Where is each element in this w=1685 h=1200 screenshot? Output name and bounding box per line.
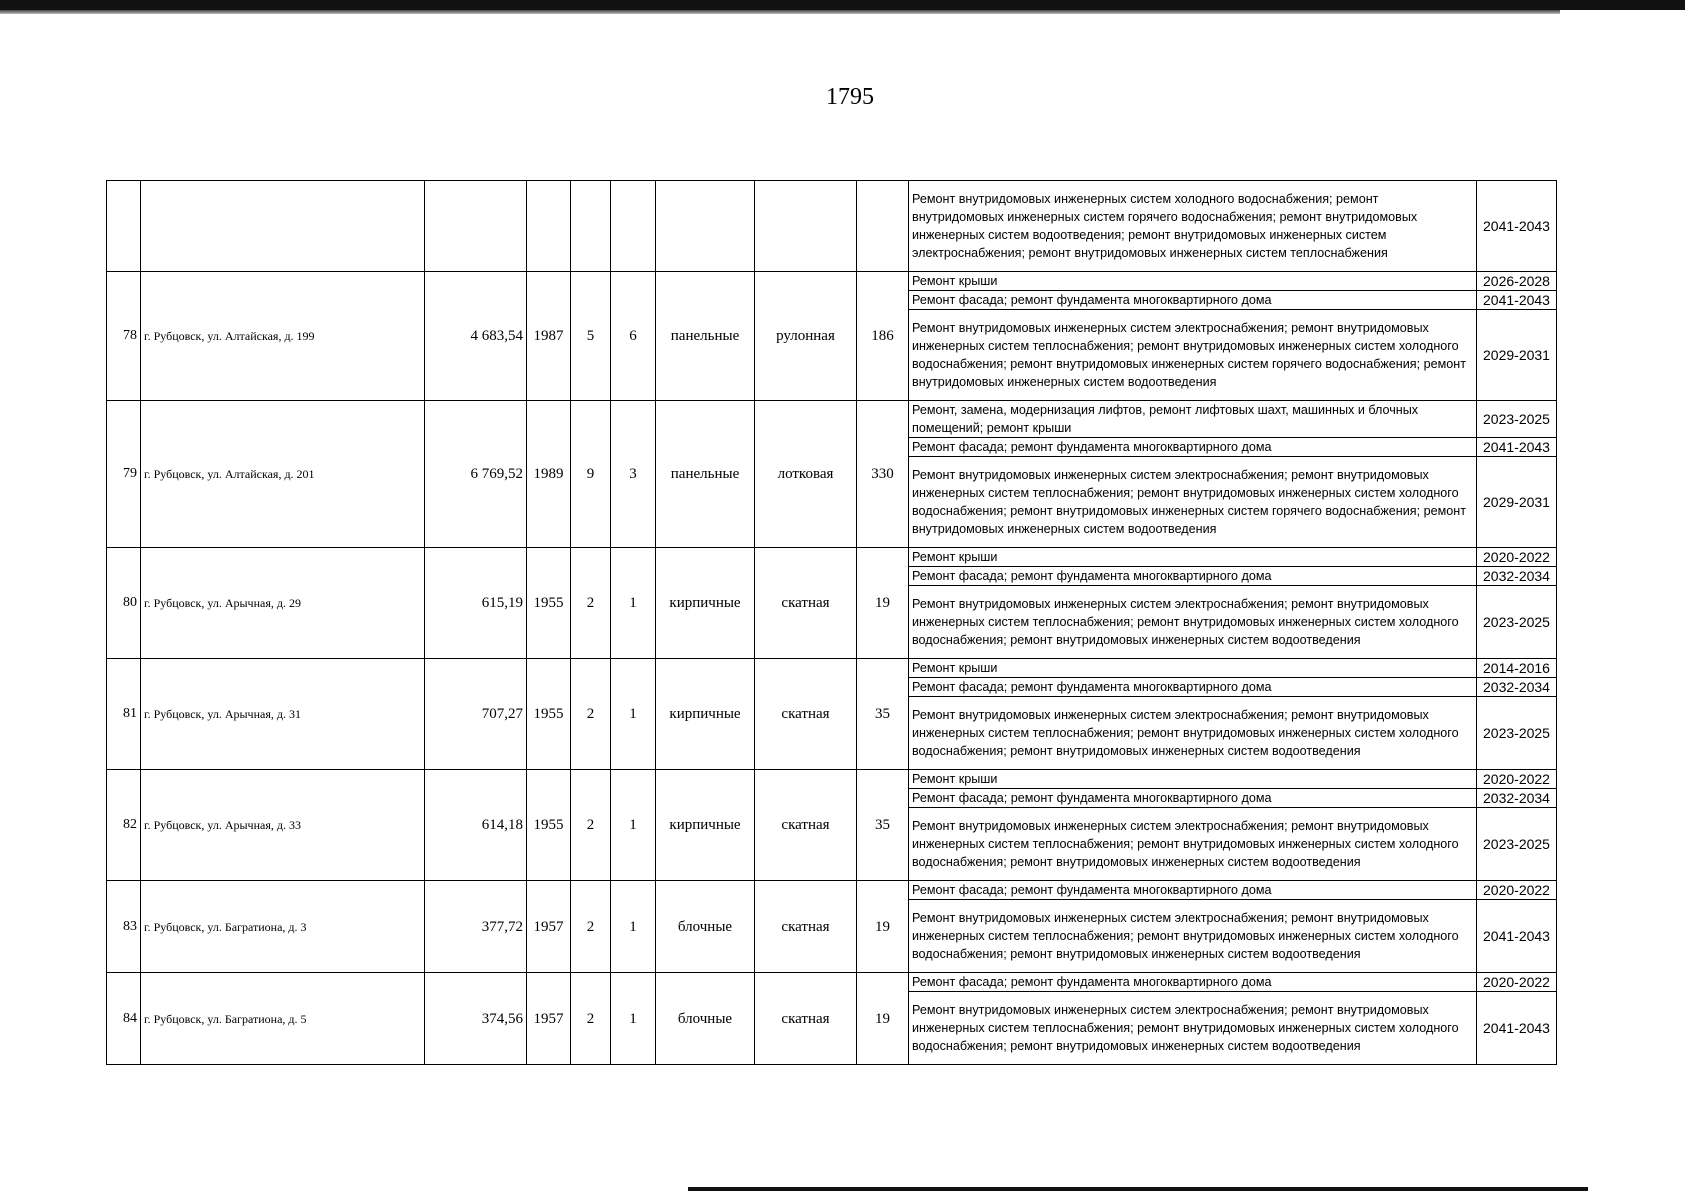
address-cell: г. Рубцовск, ул. Алтайская, д. 199	[141, 272, 425, 401]
entrances-cell: 1	[611, 548, 656, 659]
address-cell: г. Рубцовск, ул. Арычная, д. 29	[141, 548, 425, 659]
work-description-cell: Ремонт внутридомовых инженерных систем электроснабжения; ремонт внутридомовых инженерных систем теплоснабжения; ремонт внутридомовых инженерных систем холодного водоснабжения; ремонт внутридомовых инженерных систем водоотведения	[909, 697, 1477, 770]
repair-period-cell: 2041-2043	[1477, 438, 1557, 457]
wall-material-cell: блочные	[656, 881, 755, 973]
repair-period-cell: 2032-2034	[1477, 567, 1557, 586]
wall-material-cell: панельные	[656, 401, 755, 548]
year-cell: 1989	[527, 401, 571, 548]
row-number: 84	[107, 973, 141, 1065]
scan-edge-top-shadow	[0, 10, 1560, 14]
table-body	[107, 181, 1557, 1065]
repair-period-cell: 2023-2025	[1477, 586, 1557, 659]
floors-cell: 2	[571, 881, 611, 973]
roof-type-cell: скатная	[755, 973, 857, 1065]
entrances-cell: 1	[611, 881, 656, 973]
row-number: 79	[107, 401, 141, 548]
roof-type-cell	[755, 181, 857, 272]
repair-period-cell: 2026-2028	[1477, 272, 1557, 291]
row-number: 78	[107, 272, 141, 401]
floors-cell: 5	[571, 272, 611, 401]
table-row	[107, 659, 1557, 678]
area-cell	[425, 181, 527, 272]
area-cell: 614,18	[425, 770, 527, 881]
repair-period-cell: 2020-2022	[1477, 881, 1557, 900]
table-row	[107, 401, 1557, 438]
row-number: 83	[107, 881, 141, 973]
residents-cell	[857, 181, 909, 272]
roof-type-cell: лотковая	[755, 401, 857, 548]
area-cell: 6 769,52	[425, 401, 527, 548]
roof-type-cell: скатная	[755, 881, 857, 973]
work-description-cell: Ремонт крыши	[909, 770, 1477, 789]
repair-period-cell: 2020-2022	[1477, 548, 1557, 567]
row-number: 81	[107, 659, 141, 770]
row-number: 82	[107, 770, 141, 881]
area-cell: 377,72	[425, 881, 527, 973]
repair-period-cell: 2032-2034	[1477, 789, 1557, 808]
address-cell: г. Рубцовск, ул. Багратиона, д. 3	[141, 881, 425, 973]
residents-cell: 35	[857, 659, 909, 770]
year-cell: 1955	[527, 770, 571, 881]
repair-period-cell: 2041-2043	[1477, 291, 1557, 310]
year-cell	[527, 181, 571, 272]
area-cell: 615,19	[425, 548, 527, 659]
floors-cell: 9	[571, 401, 611, 548]
wall-material-cell: кирпичные	[656, 770, 755, 881]
wall-material-cell: блочные	[656, 973, 755, 1065]
entrances-cell: 1	[611, 973, 656, 1065]
wall-material-cell	[656, 181, 755, 272]
floors-cell	[571, 181, 611, 272]
work-description-cell: Ремонт, замена, модернизация лифтов, ремонт лифтовых шахт, машинных и блочных помещений; ремонт крыши	[909, 401, 1477, 438]
work-description-cell: Ремонт внутридомовых инженерных систем электроснабжения; ремонт внутридомовых инженерных систем теплоснабжения; ремонт внутридомовых инженерных систем холодного водоснабжения; ремонт внутридомовых инженерных систем водоотведения	[909, 992, 1477, 1065]
work-description-cell: Ремонт крыши	[909, 659, 1477, 678]
residents-cell: 19	[857, 548, 909, 659]
address-cell: г. Рубцовск, ул. Арычная, д. 31	[141, 659, 425, 770]
work-description-cell: Ремонт фасада; ремонт фундамента многоквартирного дома	[909, 881, 1477, 900]
repair-period-cell: 2023-2025	[1477, 401, 1557, 438]
work-description-cell: Ремонт крыши	[909, 548, 1477, 567]
residents-cell: 19	[857, 881, 909, 973]
table-row	[107, 973, 1557, 992]
page-number: 1795	[826, 84, 874, 110]
work-description-cell: Ремонт фасада; ремонт фундамента многоквартирного дома	[909, 973, 1477, 992]
residents-cell: 35	[857, 770, 909, 881]
residents-cell: 186	[857, 272, 909, 401]
wall-material-cell: кирпичные	[656, 548, 755, 659]
work-description-cell: Ремонт внутридомовых инженерных систем электроснабжения; ремонт внутридомовых инженерных систем теплоснабжения; ремонт внутридомовых инженерных систем холодного водоснабжения; ремонт внутридомовых инженерных систем водоотведения	[909, 808, 1477, 881]
repair-period-cell: 2014-2016	[1477, 659, 1557, 678]
repair-period-cell: 2041-2043	[1477, 992, 1557, 1065]
house-repair-table	[106, 180, 1557, 1065]
area-cell: 4 683,54	[425, 272, 527, 401]
table-row	[107, 272, 1557, 291]
entrances-cell: 1	[611, 659, 656, 770]
repair-period-cell: 2041-2043	[1477, 900, 1557, 973]
entrances-cell: 1	[611, 770, 656, 881]
address-cell: г. Рубцовск, ул. Арычная, д. 33	[141, 770, 425, 881]
address-cell: г. Рубцовск, ул. Алтайская, д. 201	[141, 401, 425, 548]
floors-cell: 2	[571, 973, 611, 1065]
area-cell: 707,27	[425, 659, 527, 770]
wall-material-cell: кирпичные	[656, 659, 755, 770]
year-cell: 1987	[527, 272, 571, 401]
repair-period-cell: 2020-2022	[1477, 973, 1557, 992]
year-cell: 1957	[527, 973, 571, 1065]
year-cell: 1955	[527, 659, 571, 770]
address-cell: г. Рубцовск, ул. Багратиона, д. 5	[141, 973, 425, 1065]
row-number	[107, 181, 141, 272]
residents-cell: 330	[857, 401, 909, 548]
work-description-cell: Ремонт фасада; ремонт фундамента многоквартирного дома	[909, 678, 1477, 697]
scan-edge-top	[0, 0, 1685, 10]
repair-period-cell: 2032-2034	[1477, 678, 1557, 697]
repair-period-cell: 2029-2031	[1477, 310, 1557, 401]
repair-period-cell: 2023-2025	[1477, 808, 1557, 881]
floors-cell: 2	[571, 548, 611, 659]
scan-edge-bottom	[688, 1187, 1588, 1191]
work-description-cell: Ремонт внутридомовых инженерных систем электроснабжения; ремонт внутридомовых инженерных систем теплоснабжения; ремонт внутридомовых инженерных систем холодного водоснабжения; ремонт внутридомовых инженерных систем горячего водоснабжения; ремонт внутридомовых инженерных систем водоотведения	[909, 457, 1477, 548]
work-description-cell: Ремонт внутридомовых инженерных систем электроснабжения; ремонт внутридомовых инженерных систем теплоснабжения; ремонт внутридомовых инженерных систем холодного водоснабжения; ремонт внутридомовых инженерных систем горячего водоснабжения; ремонт внутридомовых инженерных систем водоотведения	[909, 310, 1477, 401]
address-cell	[141, 181, 425, 272]
roof-type-cell: скатная	[755, 659, 857, 770]
repair-period-cell: 2020-2022	[1477, 770, 1557, 789]
floors-cell: 2	[571, 659, 611, 770]
work-description-cell: Ремонт внутридомовых инженерных систем холодного водоснабжения; ремонт внутридомовых инженерных систем горячего водоснабжения; ремонт внутридомовых инженерных систем водоотведения; ремонт внутридомовых инженерных систем электроснабжения; ремонт внутридомовых инженерных систем теплоснабжения	[909, 181, 1477, 272]
roof-type-cell: скатная	[755, 548, 857, 659]
repair-period-cell: 2029-2031	[1477, 457, 1557, 548]
table-row	[107, 548, 1557, 567]
year-cell: 1955	[527, 548, 571, 659]
residents-cell: 19	[857, 973, 909, 1065]
work-description-cell: Ремонт фасада; ремонт фундамента многоквартирного дома	[909, 438, 1477, 457]
work-description-cell: Ремонт внутридомовых инженерных систем электроснабжения; ремонт внутридомовых инженерных систем теплоснабжения; ремонт внутридомовых инженерных систем холодного водоснабжения; ремонт внутридомовых инженерных систем водоотведения	[909, 900, 1477, 973]
roof-type-cell: рулонная	[755, 272, 857, 401]
work-description-cell: Ремонт фасада; ремонт фундамента многоквартирного дома	[909, 291, 1477, 310]
row-number: 80	[107, 548, 141, 659]
year-cell: 1957	[527, 881, 571, 973]
entrances-cell: 6	[611, 272, 656, 401]
work-description-cell: Ремонт фасада; ремонт фундамента многоквартирного дома	[909, 789, 1477, 808]
floors-cell: 2	[571, 770, 611, 881]
repair-period-cell: 2023-2025	[1477, 697, 1557, 770]
wall-material-cell: панельные	[656, 272, 755, 401]
table-row	[107, 881, 1557, 900]
table-row	[107, 181, 1557, 272]
repair-period-cell: 2041-2043	[1477, 181, 1557, 272]
work-description-cell: Ремонт фасада; ремонт фундамента многоквартирного дома	[909, 567, 1477, 586]
work-description-cell: Ремонт крыши	[909, 272, 1477, 291]
table-row	[107, 770, 1557, 789]
entrances-cell	[611, 181, 656, 272]
entrances-cell: 3	[611, 401, 656, 548]
area-cell: 374,56	[425, 973, 527, 1065]
work-description-cell: Ремонт внутридомовых инженерных систем электроснабжения; ремонт внутридомовых инженерных систем теплоснабжения; ремонт внутридомовых инженерных систем холодного водоснабжения; ремонт внутридомовых инженерных систем водоотведения	[909, 586, 1477, 659]
roof-type-cell: скатная	[755, 770, 857, 881]
